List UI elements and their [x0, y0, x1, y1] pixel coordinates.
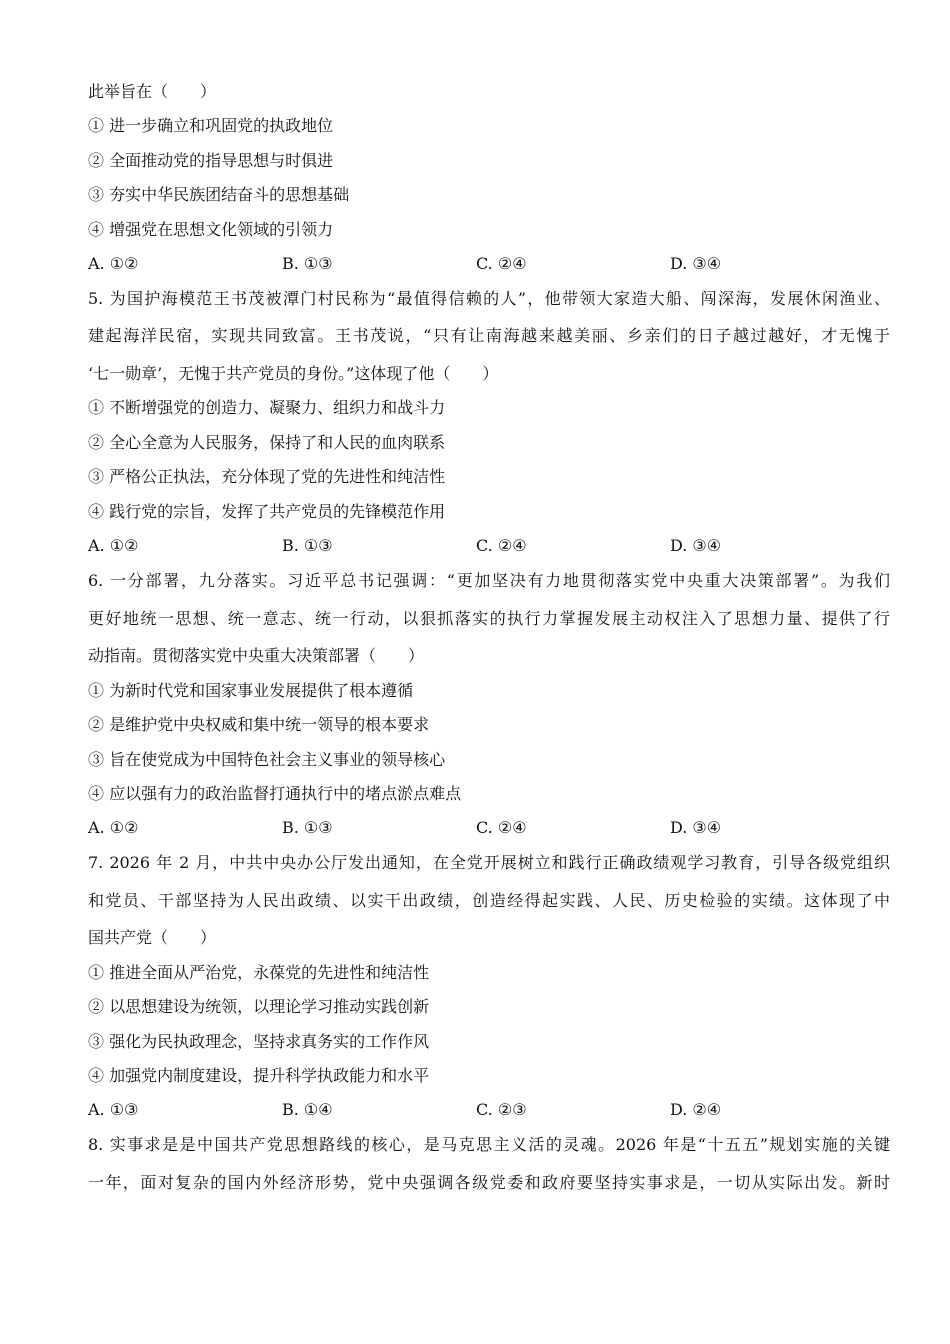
- q8-stem-line-1: 8. 实事求是是中国共产党思想路线的核心，是马克思主义活的灵魂。2026 年是“十五五”规划实施的关键: [88, 1135, 890, 1154]
- q5-option-a: A. ①②: [88, 536, 139, 555]
- q5-option-d: D. ③④: [670, 536, 722, 555]
- q6-option-c: C. ②④: [476, 818, 527, 837]
- q5-item-2: ② 全心全意为人民服务，保持了和人民的血肉联系: [88, 433, 446, 452]
- q6-item-3: ③ 旨在使党成为中国特色社会主义事业的领导核心: [88, 750, 446, 769]
- q8-stem-line-2: 一年，面对复杂的国内外经济形势，党中央强调各级党委和政府要坚持实事求是，一切从实际出发。新时: [88, 1173, 890, 1192]
- q5-stem-line-3: ‘七一勋章’，无愧于共产党员的身份。”这体现了他（ ）: [88, 364, 499, 383]
- q6-option-b: B. ①③: [282, 818, 333, 837]
- q5-stem-line-1: 5. 为国护海模范王书茂被潭门村民称为“最值得信赖的人”，他带领大家造大船、闯深海，发展休闲渔业、: [88, 289, 890, 308]
- q6-options: [88, 816, 888, 840]
- q5-option-c: C. ②④: [476, 536, 527, 555]
- q4-item-2: ② 全面推动党的指导思想与时俱进: [88, 151, 334, 170]
- q4-option-a: A. ①②: [88, 254, 139, 273]
- q7-item-1: ① 推进全面从严治党，永葆党的先进性和纯洁性: [88, 963, 430, 982]
- q6-item-1: ① 为新时代党和国家事业发展提供了根本遵循: [88, 681, 414, 700]
- q4-stem-tail: 此举旨在（ ）: [88, 82, 217, 101]
- q6-stem-line-3: 动指南。贯彻落实党中央重大决策部署（ ）: [88, 646, 425, 665]
- q7-item-2: ② 以思想建设为统领，以理论学习推动实践创新: [88, 997, 430, 1016]
- q7-stem-line-1: 7. 2026 年 2 月，中共中央办公厅发出通知，在全党开展树立和践行正确政绩观学习教育，引导各级党组织: [88, 853, 890, 872]
- q4-options: [88, 252, 888, 276]
- q6-stem-line-2: 更好地统一思想、统一意志、统一行动，以狠抓落实的执行力掌握发展主动权注入了思想力量、提供了行: [88, 609, 890, 628]
- q5-item-3: ③ 严格公正执法，充分体现了党的先进性和纯洁性: [88, 467, 446, 486]
- q7-item-3: ③ 强化为民执政理念，坚持求真务实的工作作风: [88, 1032, 430, 1051]
- q5-stem-line-2: 建起海洋民宿，实现共同致富。王书茂说，“只有让南海越来越美丽、乡亲们的日子越过越好，才无愧于: [88, 326, 890, 345]
- q7-options: [88, 1098, 888, 1122]
- q6-option-a: A. ①②: [88, 818, 139, 837]
- q4-option-d: D. ③④: [670, 254, 722, 273]
- q5-options: [88, 534, 888, 558]
- q4-item-4: ④ 增强党在思想文化领域的引领力: [88, 220, 334, 239]
- q4-item-1: ① 进一步确立和巩固党的执政地位: [88, 116, 334, 135]
- q4-item-3: ③ 夯实中华民族团结奋斗的思想基础: [88, 185, 350, 204]
- q5-option-b: B. ①③: [282, 536, 333, 555]
- q4-option-c: C. ②④: [476, 254, 527, 273]
- q7-stem-line-3: 国共产党（ ）: [88, 928, 217, 947]
- q6-option-d: D. ③④: [670, 818, 722, 837]
- q6-stem-line-1: 6. 一分部署，九分落实。习近平总书记强调：“更加坚决有力地贯彻落实党中央重大决策部署”。为我们: [88, 571, 890, 590]
- q6-item-2: ② 是维护党中央权威和集中统一领导的根本要求: [88, 715, 430, 734]
- q7-option-a: A. ①③: [88, 1100, 139, 1119]
- q4-option-b: B. ①③: [282, 254, 333, 273]
- q5-item-1: ① 不断增强党的创造力、凝聚力、组织力和战斗力: [88, 398, 446, 417]
- q7-stem-line-2: 和党员、干部坚持为人民出政绩、以实干出政绩，创造经得起实践、人民、历史检验的实绩。这体现了中: [88, 891, 890, 910]
- q5-item-4: ④ 践行党的宗旨，发挥了共产党员的先锋模范作用: [88, 502, 446, 521]
- q7-item-4: ④ 加强党内制度建设，提升科学执政能力和水平: [88, 1066, 430, 1085]
- q7-option-c: C. ②③: [476, 1100, 527, 1119]
- q6-item-4: ④ 应以强有力的政治监督打通执行中的堵点淤点难点: [88, 784, 462, 803]
- q7-option-b: B. ①④: [282, 1100, 333, 1119]
- q7-option-d: D. ②④: [670, 1100, 722, 1119]
